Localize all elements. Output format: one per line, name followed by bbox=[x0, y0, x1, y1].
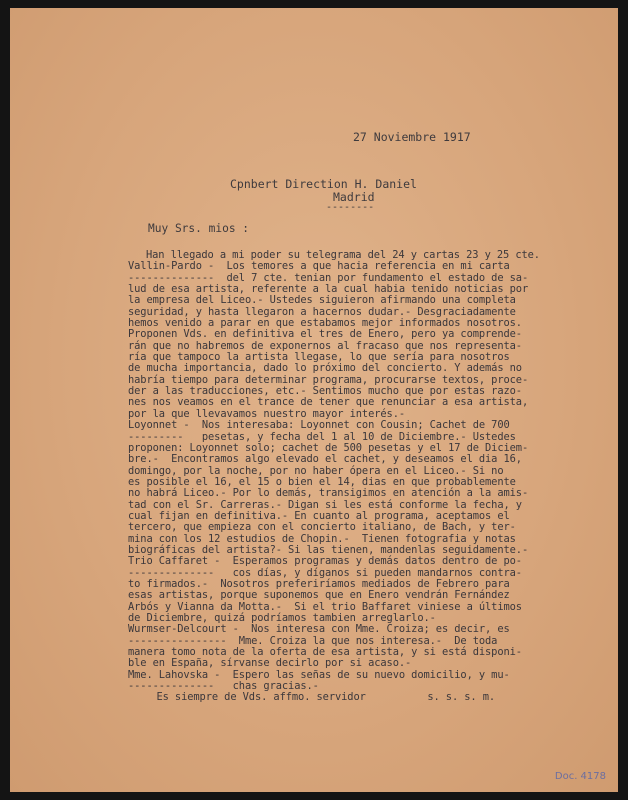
body-line: proponen: Loyonnet solo; cachet de 500 pesetas y el 17 de Diciem- bbox=[128, 441, 529, 454]
body-line: de mucha importancia, dado lo próximo del concierto. Y además no bbox=[128, 362, 522, 375]
body-line: tercero, que empieza con el concierto italiano, de Bach, y ter- bbox=[128, 521, 516, 534]
letter-date: 27 Noviembre 1917 bbox=[353, 130, 471, 144]
body-line: manera tomo nota de la oferta de esa artista, y si está disponi- bbox=[128, 646, 522, 659]
body-line: ---------------- Mme. Croiza la que nos interesa.- De toda bbox=[128, 634, 498, 647]
body-line: rán que no habremos de exponernos al fracaso que nos representa- bbox=[128, 339, 522, 352]
body-line: no habrá Liceo.- Por lo demás, transigimos en atención a la amis- bbox=[128, 487, 529, 500]
body-line: -------------- chas gracias.- bbox=[128, 680, 319, 693]
body-line: Trio Caffaret - Esperamos programas y demás datos dentro de po- bbox=[128, 555, 522, 568]
body-line: der a las traducciones, etc.- Sentimos mucho que por estas razo- bbox=[128, 385, 522, 398]
letter-page bbox=[10, 8, 618, 792]
body-line: seguridad, y hasta llegaron a hacernos dudar.- Desgraciadamente bbox=[128, 305, 516, 318]
body-line: ble en España, sírvanse decirlo por si acaso.- bbox=[128, 657, 412, 670]
body-line: bre.- Encontramos algo elevado el cachet, y deseamos el dia 16, bbox=[128, 453, 522, 466]
body-line: to firmados.- Nosotros preferiríamos mediados de Febrero para bbox=[128, 577, 510, 590]
body-line: domingo, por la noche, por no haber ópera en el Liceo.- Si no bbox=[128, 464, 504, 477]
body-line: de Diciembre, quizá podríamos tambien arreglarlo.- bbox=[128, 612, 436, 624]
body-line: es posible el 16, el 15 o bien el 14, dias en que probablemente bbox=[128, 475, 516, 488]
body-line: biográficas del artista?- Si las tienen, mandenlas seguidamente.- bbox=[128, 543, 529, 556]
recipient-city: Madrid bbox=[333, 190, 375, 204]
body-line: Wurmser-Delcourt - Nos interesa con Mme. Croiza; es decir, es bbox=[128, 623, 510, 636]
recipient-rule: -------- bbox=[326, 202, 375, 213]
body-line: hemos venido a parar en que estabamos mejor informados nosotros. bbox=[128, 317, 522, 330]
body-line: Han llegado a mi poder su telegrama del 24 y cartas 23 y 25 cte. bbox=[146, 249, 540, 261]
body-line: tad con el Sr. Carreras.- Digan si les está conforme la fecha, y bbox=[128, 498, 522, 511]
body-line: -------------- cos días, y díganos si pueden mandarnos contra- bbox=[128, 566, 522, 579]
letter-body bbox=[128, 250, 598, 704]
body-line: Loyonnet - Nos interesaba: Loyonnet con Cousin; Cachet de 700 bbox=[128, 419, 510, 432]
body-line: Proponen Vds. en definitiva el tres de Enero, pero ya comprende- bbox=[128, 328, 522, 341]
recipient-name: Cpnbert Direction H. Daniel bbox=[230, 177, 417, 191]
archive-stamp: Doc. 4178 bbox=[554, 771, 606, 782]
body-line: esas artistas, porque suponemos que en Enero vendrán Fernández bbox=[128, 589, 510, 602]
body-line: Mme. Lahovska - Espero las señas de su nuevo domicilio, y mu- bbox=[128, 668, 510, 681]
body-line: ría que tampoco la artista llegase, lo que sería para nosotros bbox=[128, 351, 510, 364]
body-line: lud de esa artista, referente a la cual habia tenido noticias por bbox=[128, 283, 529, 296]
body-line: Es siempre de Vds. affmo. servidor s. s. s. m. bbox=[138, 691, 496, 704]
body-line: -------------- del 7 cte. tenian por fundamento el estado de sa- bbox=[128, 271, 529, 284]
body-line: --------- pesetas, y fecha del 1 al 10 de Diciembre.- Ustedes bbox=[128, 430, 516, 443]
salutation: Muy Srs. mios : bbox=[148, 222, 250, 235]
body-line: habría tiempo para determinar programa, procurarse textos, proce- bbox=[128, 373, 529, 386]
body-line: Vallin-Pardo - Los temores a que hacia referencia en mi carta bbox=[128, 260, 510, 273]
body-line: nes nos veamos en el trance de tener que renunciar a esa artista, bbox=[128, 396, 529, 409]
body-line: la empresa del Liceo.- Ustedes siguieron afirmando una completa bbox=[128, 294, 516, 307]
body-line: Arbós y Vianna da Motta.- Si el trio Baffaret viniese a últimos bbox=[128, 600, 522, 613]
body-line: cual fijan en definitiva.- En cuanto al programa, aceptamos el bbox=[128, 509, 510, 522]
body-line: mina con los 12 estudios de Chopin.- Tienen fotografia y notas bbox=[128, 532, 516, 545]
body-line: por la que llevavamos nuestro mayor interés.- bbox=[128, 407, 406, 420]
